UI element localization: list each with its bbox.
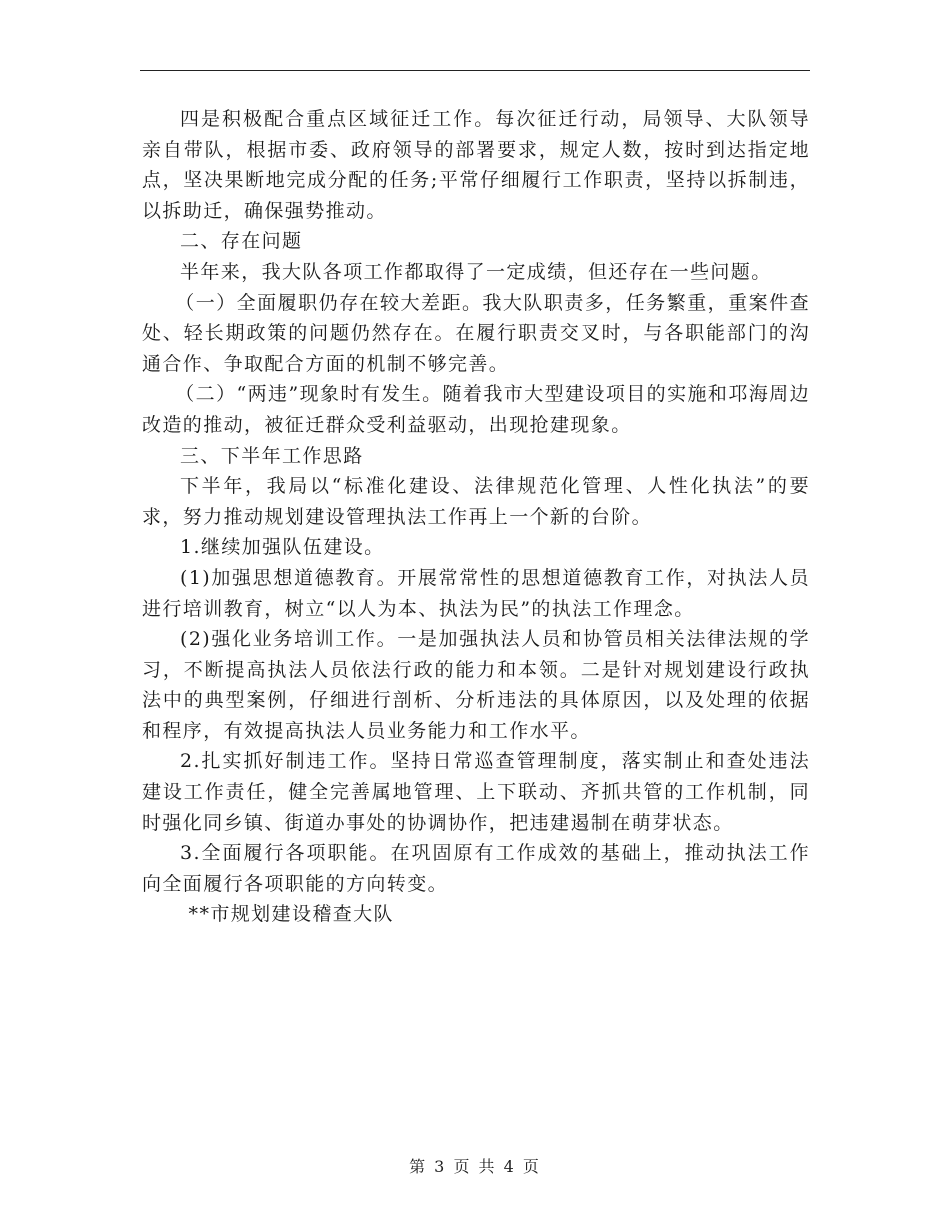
document-body [142, 104, 810, 930]
signature-organization: **市规划建设稽查大队 [188, 903, 394, 926]
paragraph-plan-intro: 下半年，我局以“标准化建设、法律规范化管理、人性化执法”的要求，努力推动规划建设管理执法工作再上一个新的台阶。 [142, 475, 810, 528]
page-number-footer: 第 3 页 共 4 页 [409, 1157, 541, 1176]
paragraph-item-full-duties: 3.全面履行各项职能。在巩固原有工作成效的基础上，推动执法工作向全面履行各项职能的方向转变。 [142, 842, 810, 895]
paragraph-relocation-work: 四是积极配合重点区域征迁工作。每次征迁行动，局领导、大队领导亲自带队，根据市委、政府领导的部署要求，规定人数，按时到达指定地点，坚决果断地完成分配的任务;平常仔细履行工作职责，坚持以拆制违，以拆助迁，确保强势推动。 [142, 108, 810, 222]
section-heading-plan: 三、下半年工作思路 [180, 444, 364, 467]
paragraph-subitem-training: (2)强化业务培训工作。一是加强执法人员和协管员相关法律法规的学习，不断提高执法人员依法行政的能力和本领。二是针对规划建设行政执法中的典型案例，仔细进行剖析、分析违法的具体原因，以及处理的依据和程序，有效提高执法人员业务能力和工作水平。 [142, 628, 810, 742]
header-rule [140, 70, 810, 71]
paragraph-item-violation-control: 2.扎实抓好制违工作。坚持日常巡查管理制度，落实制止和查处违法建设工作责任，健全完善属地管理、上下联动、齐抓共管的工作机制，同时强化同乡镇、街道办事处的协调协作，把违建遏制在萌芽状态。 [142, 750, 810, 834]
paragraph-item-team-building: 1.继续加强队伍建设。 [180, 536, 385, 559]
paragraph-subitem-moral-education: (1)加强思想道德教育。开展常常性的思想道德教育工作，对执法人员进行培训教育，树立“以人为本、执法为民”的执法工作理念。 [142, 566, 810, 620]
paragraph-half-year-summary: 半年来，我大队各项工作都取得了一定成绩，但还存在一些问题。 [180, 260, 772, 283]
paragraph-problem-one: （一）全面履职仍存在较大差距。我大队职责多，任务繁重，重案件查处、轻长期政策的问题仍然存在。在履行职责交叉时，与各职能部门的沟通合作、争取配合方面的机制不够完善。 [142, 291, 810, 375]
paragraph-problem-two: （二）“两违”现象时有发生。随着我市大型建设项目的实施和邛海周边改造的推动，被征迁群众受利益驱动，出现抢建现象。 [142, 383, 810, 436]
section-heading-problems: 二、存在问题 [180, 230, 303, 253]
